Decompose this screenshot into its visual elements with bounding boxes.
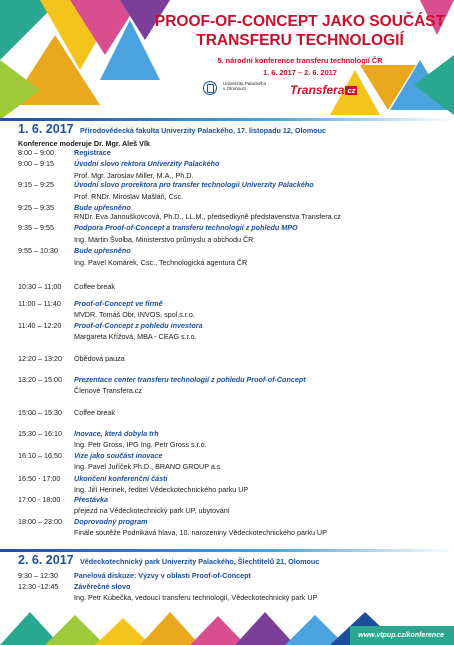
day1-item-title: Prezentace center transferu technologií z pohledu Proof-of-Concept bbox=[74, 375, 306, 384]
day1-item-title: Coffee break bbox=[74, 408, 116, 417]
day1-item-time: 8:00 – 9:00 bbox=[18, 148, 54, 157]
day1-item-title: Doprovodný program bbox=[74, 517, 148, 526]
page-title-line2: TRANSFERU TECHNOLOGIÍ bbox=[196, 32, 404, 49]
day1-item-title: Ing. Pavel Komárek, Csc., Technologická agentura ČR bbox=[74, 258, 248, 267]
day1-item-title: Ukončení konferenční části bbox=[74, 474, 168, 483]
day1-divider bbox=[0, 118, 454, 121]
day1-item-title: Prof. Mgr. Jaroslav Miller, M.A., Ph.D. bbox=[74, 171, 194, 180]
day1-item-title: Finále soutěže Podnikavá hlava, 10. narozeniny Vědeckotechnického parku UP bbox=[74, 528, 327, 537]
day2-date: 2. 6. 2017 bbox=[18, 553, 74, 567]
day1-item-time: 9:00 – 9:15 bbox=[18, 159, 54, 168]
footer-url[interactable]: www.vtpup.cz/konference bbox=[358, 632, 444, 639]
transfera-logo-text: Transfera bbox=[290, 83, 345, 97]
day1-item-title: Vize jako součást inovace bbox=[74, 451, 163, 460]
day1-item-time: 11:40 – 12:20 bbox=[18, 321, 62, 330]
day1-item-title: Margareta Křížová, MBA - CEAG s.r.o. bbox=[74, 332, 197, 341]
day1-item-title: Přestávka bbox=[74, 495, 108, 504]
day1-item-title: Prof. RNDr. Miroslav Mašláň, Csc. bbox=[74, 192, 184, 201]
day1-item-title: Členové Transfera.cz bbox=[74, 386, 142, 395]
day1-item-title: Úvodní slovo rektora Univerzity Palackého bbox=[74, 159, 220, 168]
day1-item-title: Obědová pauza bbox=[74, 354, 125, 363]
day1-item-title: Registrace bbox=[74, 148, 111, 157]
day1-item-title: Ing. Pavel Juříček Ph.D., BRANO GROUP a.s bbox=[74, 462, 221, 471]
day2-item-title: Ing. Petr Kubečka, vedoucí transferu technologií, Vědeckotechnický park UP bbox=[74, 593, 318, 602]
day1-item-time: 15:30 – 16:10 bbox=[18, 429, 62, 438]
university-logo-text-2: v Olomouci bbox=[223, 86, 246, 92]
day1-item-title: Ing. Martin Švolba, Ministerstvo průmyslu a obchodu ČR bbox=[74, 235, 254, 244]
day1-item-time: 12:20 – 13:20 bbox=[18, 354, 62, 363]
day1-item-title: Ing. Jiří Herinek, ředitel Vědeckotechnického parku UP bbox=[74, 485, 249, 494]
day1-item-title: Bude upřesněno bbox=[74, 203, 131, 212]
day1-item-time: 9:55 – 10:30 bbox=[18, 246, 58, 255]
university-logo-text-1: Univerzita Palackého bbox=[223, 81, 267, 86]
day1-item-title: Proof-of-Concept z pohledu investora bbox=[74, 321, 203, 330]
day1-item-time: 17:00 - 18:00 bbox=[18, 495, 61, 504]
day2-item-title: Závěrečné slovo bbox=[74, 582, 131, 591]
university-logo bbox=[203, 81, 295, 97]
page-title-line1: PROOF-OF-CONCEPT JAKO SOUČÁST bbox=[154, 13, 446, 30]
day1-item-time: 15:00 – 15:30 bbox=[18, 408, 62, 417]
day1-item-time: 11:00 – 11:40 bbox=[18, 299, 61, 308]
day2-item-time: 9:30 – 12:30 bbox=[18, 571, 58, 580]
day1-item-time: 16:10 – 16:50 bbox=[18, 451, 62, 460]
day1-place: Přírodovědecká fakulta Univerzity Palackého, 17. listopadu 12, Olomouc bbox=[80, 126, 327, 135]
day1-item-title: Podpora Proof-of-Concept a transferu technologií z pohledu MPO bbox=[74, 223, 298, 232]
day2-place: Vědeckotechnický park Univerzity Palackého, Šlechtitelů 21, Olomouc bbox=[80, 557, 320, 566]
transfera-logo bbox=[290, 83, 357, 97]
day2-item-title: Panelová diskuze: Výzvy v oblasti Proof-of-Concept bbox=[74, 571, 251, 580]
day1-item-time: 18:00 – 23:00 bbox=[18, 517, 62, 526]
day1-moderator: Konference moderuje Dr. Mgr. Aleš Vlk bbox=[18, 139, 150, 148]
day1-item-time: 9:25 – 9:35 bbox=[18, 203, 54, 212]
day1-item-title: Bude upřesněno bbox=[74, 246, 131, 255]
day1-item-title: Úvodní slovo prorektora pro transfer technologií Univerzity Palackého bbox=[74, 180, 314, 189]
university-seal-icon bbox=[203, 81, 217, 95]
day1-item-time: 16:50 - 17:00 bbox=[18, 474, 61, 483]
day1-item-title: přejezd na Vědeckotechnický park UP, ubytování bbox=[74, 506, 230, 515]
day1-item-title: Coffee break bbox=[74, 282, 116, 291]
day2-item-time: 12:30 -12:45 bbox=[18, 582, 59, 591]
day1-item-title: Proof-of-Concept ve firmě bbox=[74, 299, 163, 308]
day1-item-time: 9:15 – 9:25 bbox=[18, 180, 54, 189]
day1-item-time: 9:35 – 9:55 bbox=[18, 223, 54, 232]
day1-item-title: RNDr. Eva Janouškovcová, Ph.D., LL.M., předsedkyně představenstva Transfera.cz bbox=[74, 212, 341, 221]
day1-item-title: Inovace, která dobyla trh bbox=[74, 429, 159, 438]
day1-item-title: Ing. Petr Gross, IPG Ing. Petr Gross s.r.o. bbox=[74, 440, 207, 449]
day1-item-title: MVDR. Tomáš Obr, INVOS, spol.s.r.o. bbox=[74, 310, 195, 319]
transfera-logo-cz: cz bbox=[347, 86, 356, 95]
conference-dates: 1. 6. 2017 – 2. 6. 2017 bbox=[263, 68, 337, 77]
day1-item-time: 13:20 – 15:00 bbox=[18, 375, 62, 384]
day2-divider bbox=[0, 549, 454, 552]
day1-item-time: 10:30 – 11:00 bbox=[18, 282, 62, 291]
conference-subtitle: 5. národní konference transferu technologií ČR bbox=[217, 56, 383, 65]
day1-date: 1. 6. 2017 bbox=[18, 122, 74, 136]
